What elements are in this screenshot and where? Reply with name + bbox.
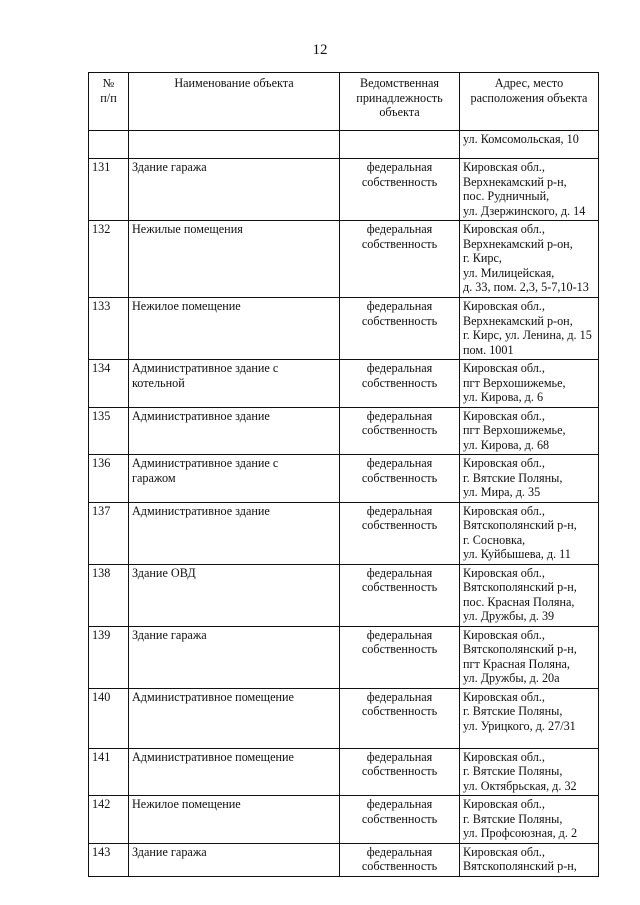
object-address-line: ул. Кирова, д. 6 — [463, 390, 544, 404]
table-row — [89, 455, 599, 503]
ownership-line: федеральная — [366, 844, 433, 859]
ownership — [340, 626, 460, 688]
object-address — [460, 455, 599, 503]
object-address-line: Верхнекамский р-н, — [463, 174, 567, 189]
object-name — [129, 843, 340, 876]
object-address-line: Кировская обл., — [463, 503, 545, 518]
object-name-line: Нежилое помещение — [132, 797, 241, 811]
ownership-line: федеральная — [366, 503, 433, 518]
ownership — [340, 455, 460, 503]
object-name — [129, 360, 340, 408]
object-address — [460, 159, 599, 221]
object-name-line: Административное помещение — [132, 749, 294, 764]
ownership — [340, 221, 460, 298]
table-row — [89, 748, 599, 796]
table-row — [89, 564, 599, 626]
object-address — [460, 626, 599, 688]
object-name — [129, 221, 340, 298]
object-address-line: пгт Красная Поляна, — [463, 656, 570, 671]
ownership-line: собственность — [361, 236, 438, 251]
object-address-line: ул. Комсомольская, 10 — [463, 132, 579, 146]
object-address-line: Вятскополянский р-н, — [463, 859, 577, 873]
row-number: 142 — [89, 796, 129, 844]
object-address — [460, 298, 599, 360]
object-address-line: г. Вятские Поляны, — [463, 811, 563, 826]
object-address-line: г. Вятские Поляны, — [463, 470, 563, 485]
object-address — [460, 564, 599, 626]
ownership-line: федеральная — [366, 749, 433, 764]
table-row — [89, 298, 599, 360]
ownership-line: федеральная — [366, 160, 433, 174]
object-address-line: Вятскополянский р-н, — [463, 580, 577, 594]
property-registry-table — [88, 72, 599, 877]
object-address-line: ул. Урицкого, д. 27/31 — [463, 718, 576, 733]
object-address-line: Кировская обл., — [463, 408, 545, 423]
object-address-line: ул. Октябрьская, д. 32 — [463, 778, 577, 793]
object-name — [129, 626, 340, 688]
object-name-line: гаражом — [132, 470, 176, 485]
ownership-line: собственность — [361, 313, 438, 328]
object-address — [460, 360, 599, 408]
object-address-line: ул. Кирова, д. 68 — [463, 437, 550, 452]
row-number: 132 — [89, 221, 129, 298]
object-address-line: Кировская обл., — [463, 361, 545, 375]
ownership-line: собственность — [361, 580, 438, 594]
object-address-line: г. Вятские Поляны, — [463, 764, 563, 778]
object-address-line: д. 33, пом. 2,3, 5-7,10-13 — [463, 280, 589, 294]
object-name-line: котельной — [132, 375, 185, 390]
object-name — [129, 298, 340, 360]
ownership-line: федеральная — [366, 222, 433, 236]
object-name-line: Здание ОВД — [132, 565, 196, 580]
header-num: № п/п — [89, 73, 129, 131]
object-address-line: пос. Рудничный, — [463, 189, 550, 203]
object-name — [129, 159, 340, 221]
object-address-line: Кировская обл., — [463, 627, 545, 642]
object-name — [129, 564, 340, 626]
ownership-line: федеральная — [366, 565, 433, 580]
object-address-line: г. Сосновка, — [463, 532, 526, 547]
object-address — [460, 796, 599, 844]
table-row — [89, 407, 599, 455]
object-name-line: Здание гаража — [132, 627, 207, 642]
ownership — [340, 748, 460, 796]
object-name-line: Здание гаража — [132, 844, 207, 859]
row-number: 137 — [89, 502, 129, 564]
row-number — [89, 131, 129, 159]
object-address-line: Кировская обл., — [463, 749, 545, 764]
header-owner: Ведомственная принадлежность объекта — [340, 73, 460, 131]
header-name: Наименование объекта — [129, 73, 340, 131]
row-number: 133 — [89, 298, 129, 360]
ownership-line: собственность — [361, 811, 438, 826]
table-row — [89, 159, 599, 221]
object-address-line: Кировская обл., — [463, 844, 545, 859]
object-address — [460, 221, 599, 298]
object-address-line: Кировская обл., — [463, 565, 545, 580]
ownership-line: собственность — [361, 859, 438, 873]
table-row — [89, 221, 599, 298]
row-number: 143 — [89, 843, 129, 876]
object-address-line: Верхнекамский р-он, — [463, 313, 573, 328]
ownership — [340, 159, 460, 221]
ownership-line: федеральная — [366, 408, 433, 423]
header-address: Адрес, место расположения объекта — [460, 73, 599, 131]
row-number: 131 — [89, 159, 129, 221]
object-name — [129, 131, 340, 159]
object-address-line: ул. Дзержинского, д. 14 — [463, 203, 586, 218]
row-number: 134 — [89, 360, 129, 408]
ownership — [340, 564, 460, 626]
ownership-line: федеральная — [366, 361, 433, 375]
object-name — [129, 407, 340, 455]
ownership-line: собственность — [361, 423, 438, 437]
object-address-line: пос. Красная Поляна, — [463, 594, 575, 609]
ownership-line: федеральная — [366, 689, 433, 704]
object-name — [129, 796, 340, 844]
object-address-line: Кировская обл., — [463, 797, 545, 811]
ownership-line: федеральная — [366, 299, 433, 313]
object-name-line: Административное помещение — [132, 689, 294, 704]
object-address-line: пгт Верхошижемье, — [463, 375, 566, 390]
ownership-line: собственность — [361, 174, 438, 189]
object-address-line: Кировская обл., — [463, 456, 545, 470]
row-number: 138 — [89, 564, 129, 626]
table-row — [89, 796, 599, 844]
ownership-line: федеральная — [366, 456, 433, 470]
object-name — [129, 455, 340, 503]
object-address-line: Кировская обл., — [463, 222, 545, 236]
object-address-line: пом. 1001 — [463, 342, 514, 357]
ownership-line: собственность — [361, 642, 438, 656]
object-name — [129, 502, 340, 564]
object-name — [129, 748, 340, 796]
object-address-line: Верхнекамский р-он, — [463, 236, 573, 251]
object-address — [460, 502, 599, 564]
page-number: 12 — [312, 42, 328, 58]
ownership-line: собственность — [361, 518, 438, 532]
object-address — [460, 688, 599, 748]
object-name-line: Здание гаража — [132, 160, 207, 174]
ownership — [340, 796, 460, 844]
row-number: 135 — [89, 407, 129, 455]
object-address-line: Вятскополянский р-н, — [463, 642, 577, 656]
object-name-line: Административное здание с — [132, 456, 279, 470]
object-address-line: Вятскополянский р-н, — [463, 518, 577, 532]
object-name-line: Нежилые помещения — [132, 222, 243, 236]
row-number: 140 — [89, 688, 129, 748]
ownership — [340, 298, 460, 360]
ownership — [340, 360, 460, 408]
table-header-row — [89, 73, 599, 131]
ownership-line: федеральная — [366, 627, 433, 642]
object-address — [460, 131, 599, 159]
object-address — [460, 748, 599, 796]
object-address-line: Кировская обл., — [463, 689, 545, 704]
object-name-line: Административное здание — [132, 408, 270, 423]
object-address-line: г. Вятские Поляны, — [463, 704, 563, 718]
table-row — [89, 131, 599, 159]
ownership — [340, 131, 460, 159]
table-row — [89, 626, 599, 688]
object-address-line: Кировская обл., — [463, 299, 545, 313]
object-name-line: Нежилое помещение — [132, 299, 241, 313]
object-address-line: ул. Куйбышева, д. 11 — [463, 547, 571, 561]
ownership — [340, 407, 460, 455]
object-name-line: Административное здание — [132, 503, 270, 518]
ownership-line: федеральная — [366, 797, 433, 811]
ownership — [340, 843, 460, 876]
object-address-line: ул. Профсоюзная, д. 2 — [463, 826, 578, 840]
object-address-line: ул. Дружбы, д. 20а — [463, 671, 560, 685]
object-address-line: г. Кирс, — [463, 251, 502, 265]
object-address-line: Кировская обл., — [463, 160, 545, 174]
row-number: 136 — [89, 455, 129, 503]
table-row — [89, 502, 599, 564]
ownership-line: собственность — [361, 704, 438, 718]
row-number: 139 — [89, 626, 129, 688]
ownership-line: собственность — [361, 470, 438, 485]
object-address-line: г. Кирс, ул. Ленина, д. 15 — [463, 328, 592, 342]
table-row — [89, 843, 599, 876]
object-name-line: Административное здание с — [132, 361, 279, 375]
ownership — [340, 688, 460, 748]
object-address — [460, 407, 599, 455]
table-row — [89, 360, 599, 408]
object-name — [129, 688, 340, 748]
object-address — [460, 843, 599, 876]
object-address-line: пгт Верхошижемье, — [463, 423, 566, 437]
ownership-line: собственность — [361, 375, 438, 390]
object-address-line: ул. Дружбы, д. 39 — [463, 609, 555, 623]
object-address-line: ул. Мира, д. 35 — [463, 485, 541, 499]
ownership-line: собственность — [361, 764, 438, 778]
row-number: 141 — [89, 748, 129, 796]
object-address-line: ул. Милицейская, — [463, 265, 555, 280]
table-row — [89, 688, 599, 748]
ownership — [340, 502, 460, 564]
